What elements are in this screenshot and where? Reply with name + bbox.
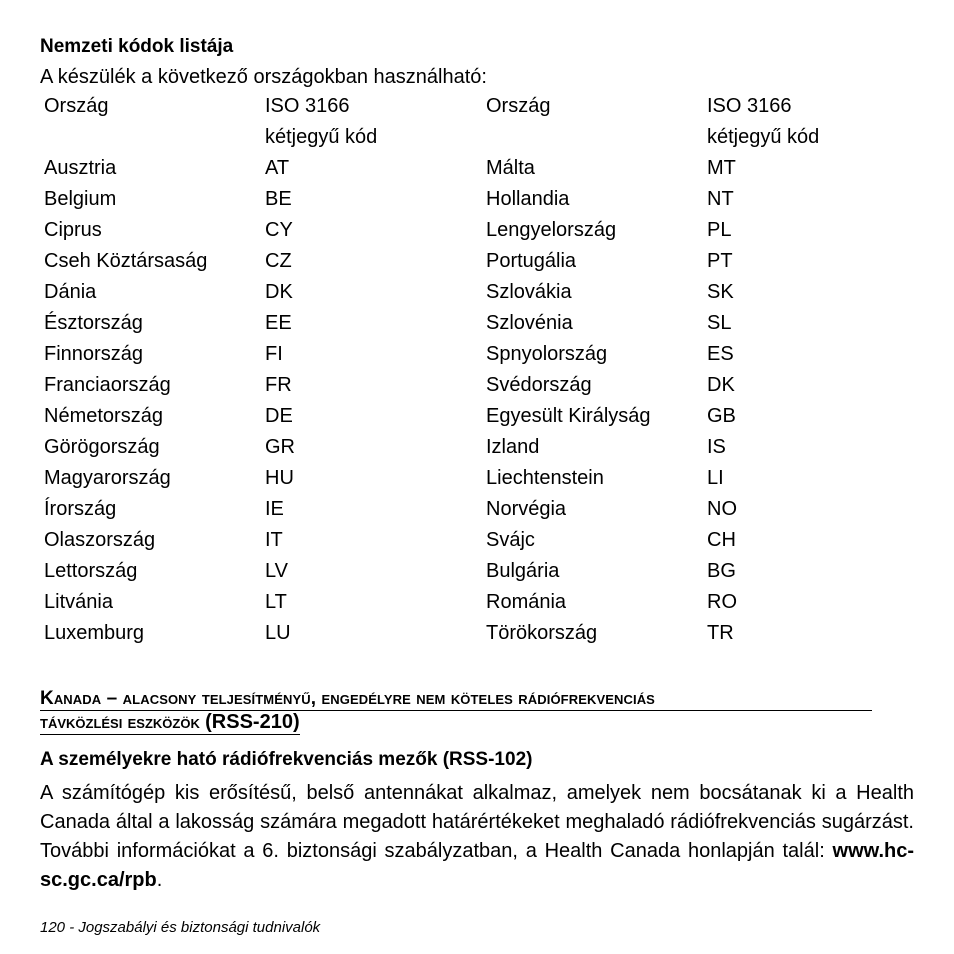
country-code: RO <box>707 591 737 613</box>
canada-heading-line2 <box>40 711 300 735</box>
table-row <box>44 618 857 649</box>
country-name: Málta <box>486 157 535 179</box>
country-code: MT <box>707 157 736 179</box>
country-name: Portugália <box>486 250 577 272</box>
country-code: BE <box>265 188 292 210</box>
table-row <box>44 215 857 246</box>
section-title: Nemzeti kódok listája <box>40 36 234 57</box>
table-row <box>44 153 857 184</box>
table-row <box>44 556 857 587</box>
header-code-line2: kétjegyű kód <box>707 126 820 148</box>
country-codes-body <box>44 91 857 649</box>
rf-fields-paragraph <box>40 779 914 895</box>
table-row <box>44 246 857 277</box>
country-name: Görögország <box>44 436 160 458</box>
country-code: NT <box>707 188 734 210</box>
country-code: DE <box>265 405 293 427</box>
country-name: Litvánia <box>44 591 113 613</box>
rf-fields-body-end: . <box>156 869 163 891</box>
header-code-line2: kétjegyű kód <box>265 126 378 148</box>
country-code: LU <box>265 622 291 644</box>
table-row <box>44 370 857 401</box>
country-name: Magyarország <box>44 467 171 489</box>
country-code: BG <box>707 560 736 582</box>
country-name: Románia <box>486 591 567 613</box>
country-name: Ciprus <box>44 219 102 241</box>
country-code: ES <box>707 343 734 365</box>
country-name: Svédország <box>486 374 592 396</box>
country-code: CY <box>265 219 293 241</box>
country-name: Bulgária <box>486 560 560 582</box>
table-row <box>44 525 857 556</box>
country-code: LI <box>707 467 724 489</box>
country-name: Észtország <box>44 312 143 334</box>
table-row <box>44 184 857 215</box>
country-code: TR <box>707 622 734 644</box>
table-row <box>44 401 857 432</box>
country-code: CZ <box>265 250 292 272</box>
header-country-right: Ország <box>486 95 551 117</box>
country-name: Törökország <box>486 622 598 644</box>
country-code: PT <box>707 250 733 272</box>
country-name: Lengyelország <box>486 219 617 241</box>
country-name: Ausztria <box>44 157 117 179</box>
country-code: GB <box>707 405 736 427</box>
country-code: NO <box>707 498 737 520</box>
country-name: Szlovákia <box>486 281 572 303</box>
country-name: Norvégia <box>486 498 567 520</box>
country-code: HU <box>265 467 294 489</box>
table-row <box>44 339 857 370</box>
health-canada-url: www.hc-sc.gc.ca/rpb <box>40 840 914 891</box>
table-row <box>44 494 857 525</box>
country-code: DK <box>265 281 293 303</box>
country-name: Svájc <box>486 529 535 551</box>
canada-heading-code: (RSS-210) <box>205 711 300 733</box>
country-code: IS <box>707 436 726 458</box>
header-country-left: Ország <box>44 95 109 117</box>
country-code: EE <box>265 312 292 334</box>
table-row <box>44 463 857 494</box>
intro-text: A készülék a következő országokban használható: <box>40 66 487 88</box>
table-row <box>44 432 857 463</box>
country-name: Egyesült Királyság <box>486 405 651 427</box>
country-code: LT <box>265 591 287 613</box>
country-code: SL <box>707 312 732 334</box>
header-code-right <box>707 91 857 153</box>
country-name: Liechtenstein <box>486 467 604 489</box>
country-name: Belgium <box>44 188 117 210</box>
country-name: Spnyolország <box>486 343 608 365</box>
rf-fields-body: A számítógép kis erősítésű, belső antennákat alkalmaz, amelyek nem bocsátanak ki a Health Canada által a lakosság számára megadott határértékeket meghaladó rádiófrekvenciás sugárzást. További információkat a 6. biztonsági szabályzatban, a Health Canada honlapján talál: <box>40 782 914 862</box>
country-code: SK <box>707 281 734 303</box>
header-code-line1: ISO 3166 <box>265 95 350 117</box>
country-code: IT <box>265 529 283 551</box>
country-name: Finnország <box>44 343 143 365</box>
country-name: Dánia <box>44 281 97 303</box>
page-footer: 120 - Jogszabályi és biztonsági tudnivalók <box>40 919 321 936</box>
table-row <box>44 308 857 339</box>
country-code: CH <box>707 529 736 551</box>
country-code: AT <box>265 157 290 179</box>
country-code: GR <box>265 436 295 458</box>
canada-heading-line2-text: távközlési eszközök <box>40 712 200 733</box>
country-name: Olaszország <box>44 529 156 551</box>
table-row <box>44 587 857 618</box>
canada-heading-line1: Kanada – alacsony teljesítményű, engedélyre nem köteles rádiófrekvenciás <box>40 687 872 711</box>
header-code-left <box>265 91 486 153</box>
country-name: Cseh Köztársaság <box>44 250 208 272</box>
country-code: FI <box>265 343 283 365</box>
rf-fields-subtitle: A személyekre ható rádiófrekvenciás mezők (RSS-102) <box>40 749 533 770</box>
country-name: Luxemburg <box>44 622 145 644</box>
country-name: Hollandia <box>486 188 570 210</box>
country-code: IE <box>265 498 284 520</box>
table-header-row <box>44 91 857 153</box>
country-name: Lettország <box>44 560 138 582</box>
country-name: Szlovénia <box>486 312 573 334</box>
country-name: Izland <box>486 436 540 458</box>
country-code: LV <box>265 560 288 582</box>
header-code-line1: ISO 3166 <box>707 95 792 117</box>
country-code: FR <box>265 374 292 396</box>
document-page <box>40 34 914 895</box>
country-code: DK <box>707 374 735 396</box>
table-row <box>44 277 857 308</box>
country-code: PL <box>707 219 732 241</box>
country-codes-table <box>44 91 857 649</box>
country-name: Németország <box>44 405 163 427</box>
country-name: Írország <box>44 498 117 520</box>
country-name: Franciaország <box>44 374 171 396</box>
